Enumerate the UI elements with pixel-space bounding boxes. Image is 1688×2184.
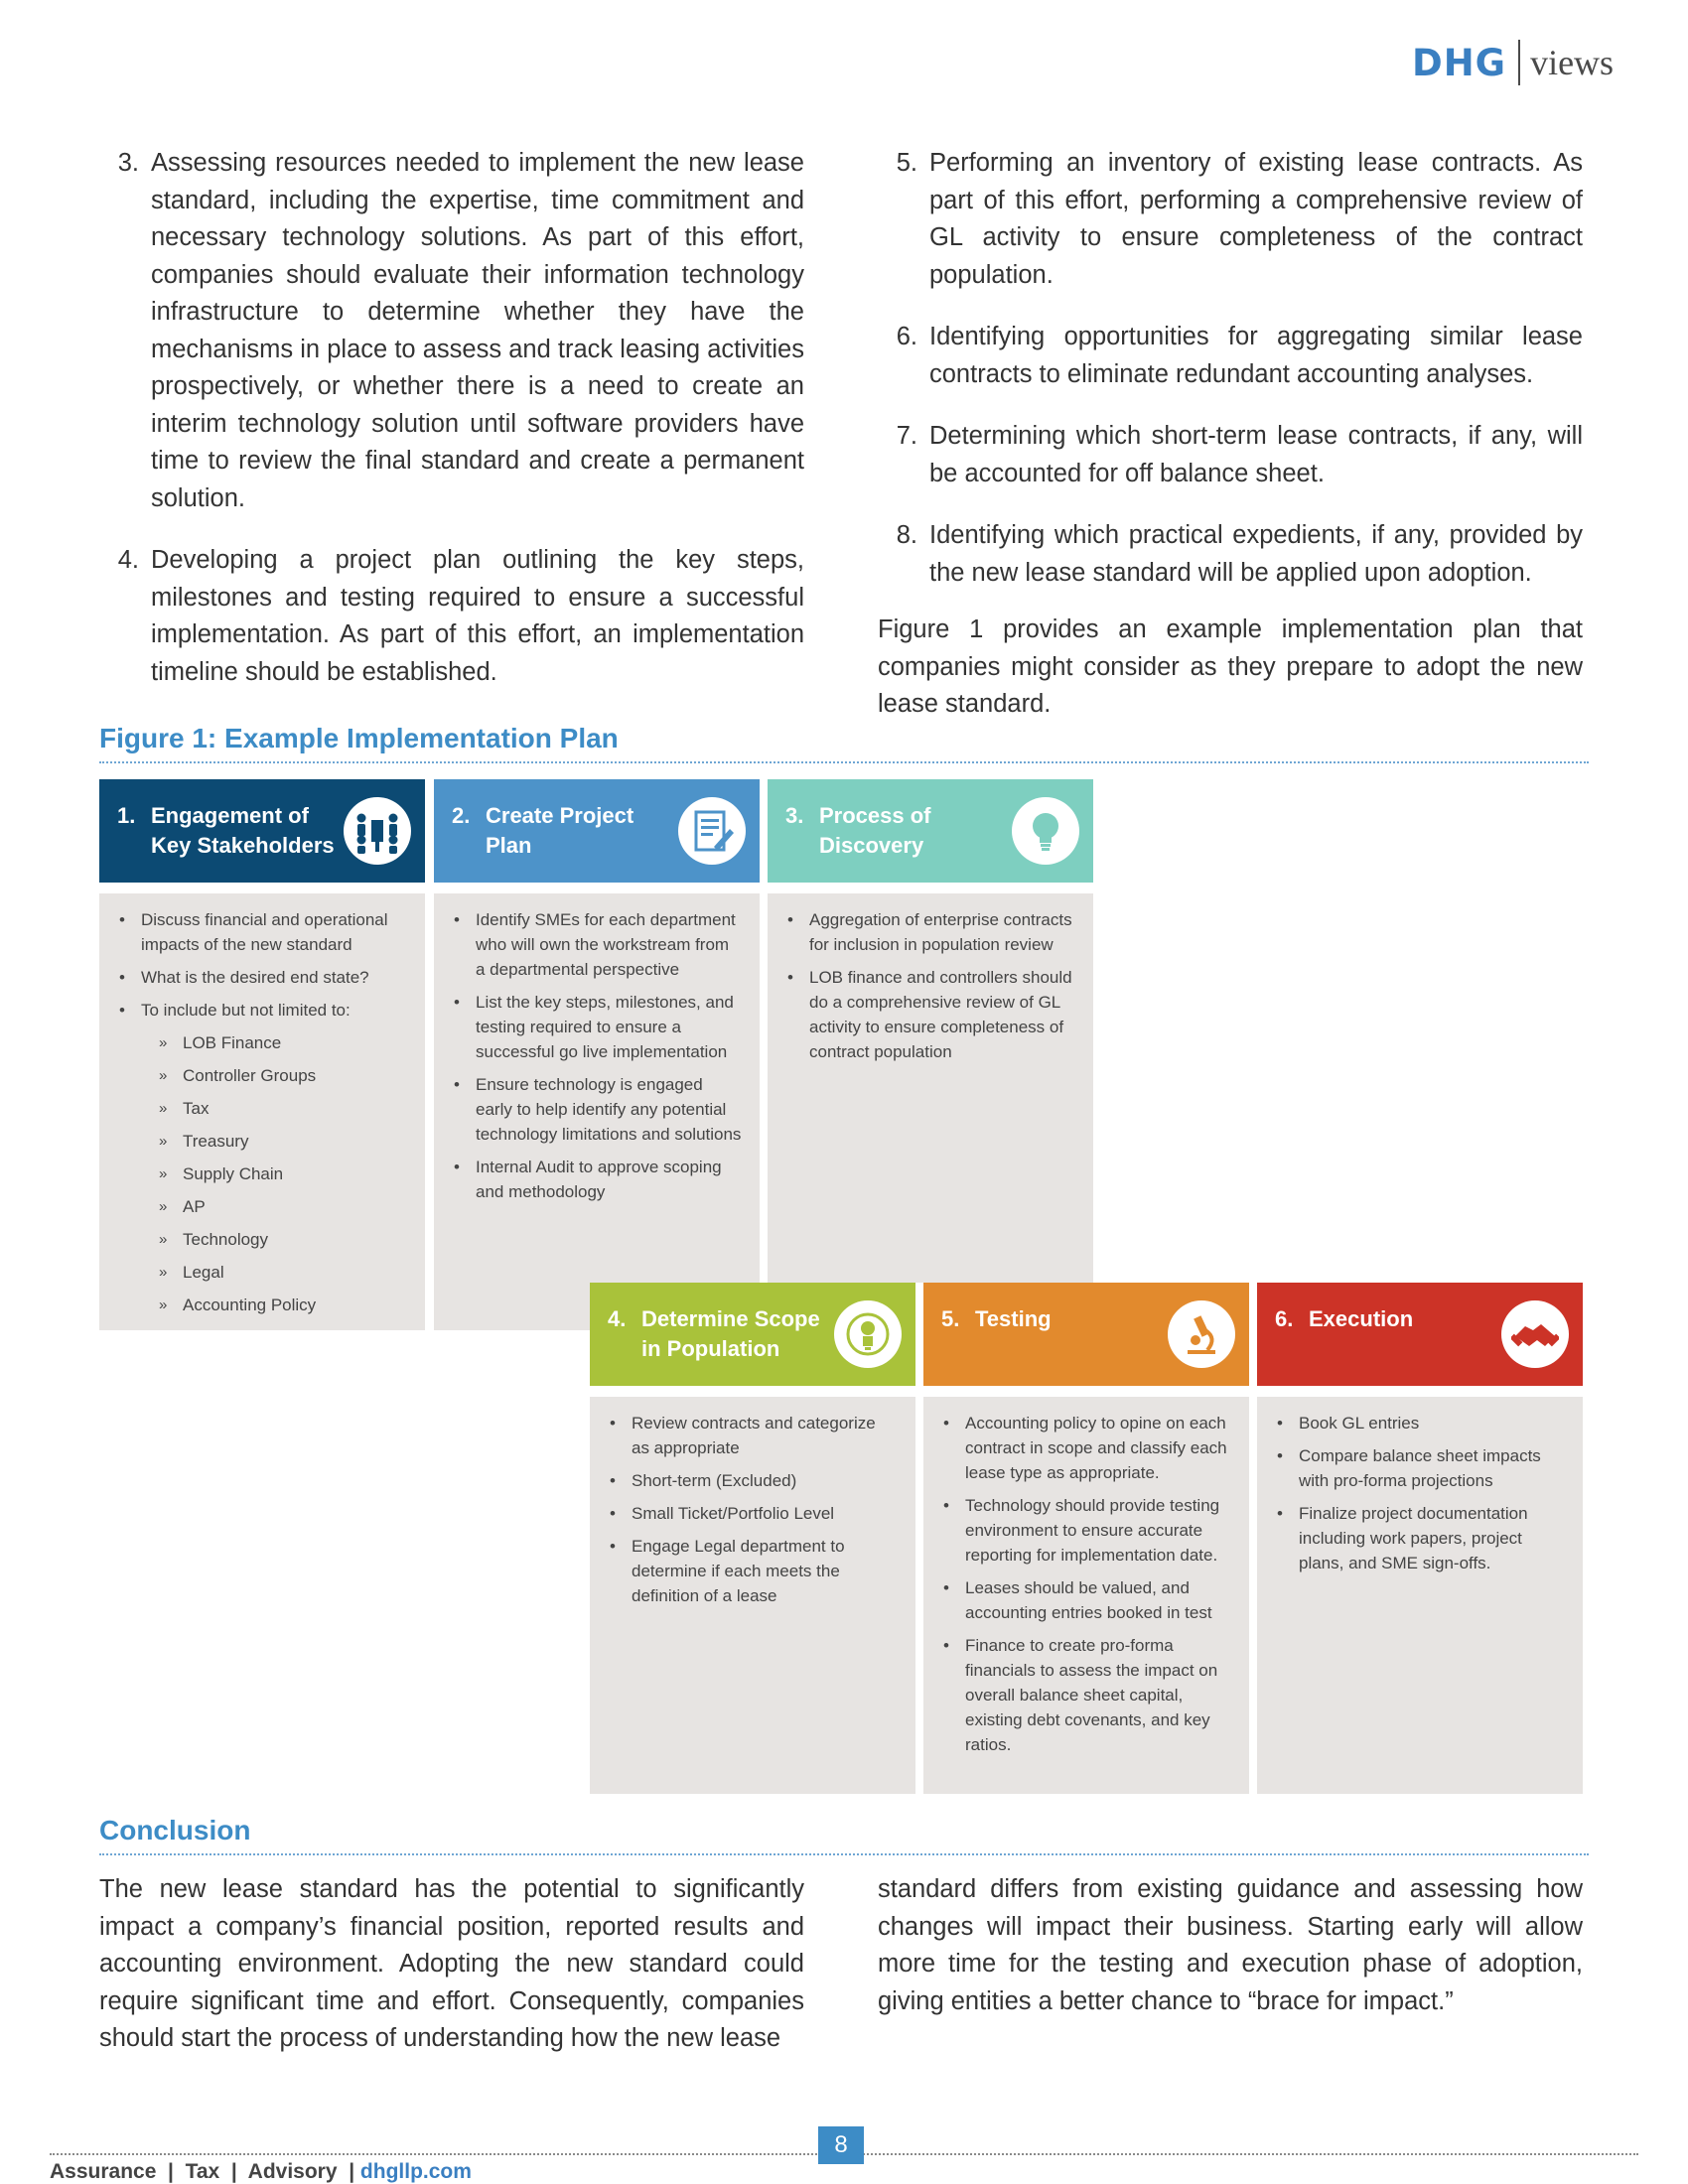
bullet-item: • Review contracts and categorize as appropriate: [608, 1411, 898, 1460]
sub-bullet-item: » Tax: [117, 1096, 407, 1121]
step-2-body: [434, 893, 760, 1330]
list-number: 4.: [117, 546, 139, 574]
list-item: [878, 145, 1583, 294]
bullet-item: • Finance to create pro-forma financials to assess the impact on overall balance sheet capital, existing debt covenants, and key ratios.: [941, 1633, 1231, 1757]
bullet-item: • Technology should provide testing environment to ensure accurate reporting for implementation date.: [941, 1493, 1231, 1568]
step-title: Execution: [1309, 1306, 1414, 1331]
figure-title: Figure 1: Example Implementation Plan: [99, 723, 619, 753]
step-5-header: [923, 1283, 1249, 1386]
step-title: Engagement of Key Stakeholders: [151, 803, 335, 858]
sub-bullet-item: » Legal: [117, 1260, 407, 1285]
step-title: Determine Scope in Population: [641, 1306, 820, 1361]
bullet-item: • Discuss financial and operational impacts of the new standard: [117, 907, 407, 957]
sub-bullet-item: » AP: [117, 1194, 407, 1219]
lightbulb-icon: [1012, 797, 1079, 865]
bullet-item: • Internal Audit to approve scoping and methodology: [452, 1155, 742, 1204]
list-number: 8.: [896, 521, 917, 549]
logo-suffix: views: [1530, 43, 1615, 82]
list-item: [99, 542, 804, 691]
list-text: Developing a project plan outlining the key steps, milestones and testing required to ensure a successful implementation. As part of this effort, an implementation timeline should be established.: [151, 546, 804, 686]
right-numbered-list: [878, 145, 1583, 616]
bullet-item: • Short-term (Excluded): [608, 1468, 898, 1493]
logo-divider: [1518, 40, 1520, 85]
microscope-icon: [1168, 1300, 1235, 1368]
bullet-item: • Book GL entries: [1275, 1411, 1565, 1435]
footer-services: [50, 2160, 472, 2184]
step-number: 5.: [941, 1306, 960, 1331]
list-number: 5.: [896, 149, 917, 177]
bullet-item: • Small Ticket/Portfolio Level: [608, 1501, 898, 1526]
footer-services-text: Assurance | Tax | Advisory |: [50, 2160, 355, 2183]
step-3-header: [768, 779, 1093, 883]
bullet-item: • Ensure technology is engaged early to help identify any potential technology limitations and solutions: [452, 1072, 742, 1147]
step-number: 1.: [117, 803, 136, 828]
list-item: [878, 319, 1583, 393]
sub-bullet-item: » Technology: [117, 1227, 407, 1252]
dhg-views-logo: [1412, 38, 1614, 87]
step-title: Create Project Plan: [486, 803, 634, 858]
meeting-icon: [344, 797, 411, 865]
step-6-body: [1257, 1397, 1583, 1794]
sub-bullet-item: » Supply Chain: [117, 1161, 407, 1186]
sub-bullet-item: » LOB Finance: [117, 1030, 407, 1055]
bullet-item: • To include but not limited to:: [117, 998, 407, 1023]
step-3-body: [768, 893, 1093, 1283]
bullet-item: • Leases should be valued, and accounting entries booked in test: [941, 1575, 1231, 1625]
step-2-header: [434, 779, 760, 883]
list-item: [99, 145, 804, 517]
list-text: Identifying which practical expedients, if any, provided by the new lease standard will be applied upon adoption.: [929, 521, 1583, 587]
step-number: 6.: [1275, 1306, 1294, 1331]
step-5-body: [923, 1397, 1249, 1794]
step-title: Testing: [975, 1306, 1052, 1331]
list-number: 3.: [117, 149, 139, 177]
list-text: Performing an inventory of existing lease contracts. As part of this effort, performing a comprehensive review of GL activity to ensure completeness of the contract population.: [929, 149, 1583, 289]
step-4-body: [590, 1397, 915, 1794]
bullet-item: • Identify SMEs for each department who will own the workstream from a departmental perspective: [452, 907, 742, 982]
conclusion-right-paragraph: standard differs from existing guidance and assessing how changes will impact their business. Starting early will allow more time for the testing and execution phase of adoption, giving entities a better chance to “brace for impact.”: [878, 1875, 1583, 2015]
list-text: Identifying opportunities for aggregating similar lease contracts to eliminate redundant accounting analyses.: [929, 323, 1583, 388]
conclusion-left-paragraph: The new lease standard has the potential to significantly impact a company’s financial position, reported results and accounting environment. Adopting the new standard could require significant time and effort. Consequently, companies should start the process of understanding how the new lease: [99, 1875, 804, 2052]
bullet-item: • Accounting policy to opine on each contract in scope and classify each lease type as appropriate.: [941, 1411, 1231, 1485]
sub-bullet-item: » Controller Groups: [117, 1063, 407, 1088]
page-number: 8: [818, 2126, 864, 2164]
handshake-icon: [1501, 1300, 1569, 1368]
figure-intro-paragraph: Figure 1 provides an example implementation plan that companies might consider as they prepare to adopt the new lease standard.: [878, 615, 1583, 718]
bullet-item: • Compare balance sheet impacts with pro-forma projections: [1275, 1443, 1565, 1493]
document-pen-icon: [678, 797, 746, 865]
bullet-item: • What is the desired end state?: [117, 965, 407, 990]
logo-brand: DHG: [1412, 41, 1507, 84]
bullet-item: • Finalize project documentation including work papers, project plans, and SME sign-offs.: [1275, 1501, 1565, 1575]
step-6-header: [1257, 1283, 1583, 1386]
step-1-body: [99, 893, 425, 1330]
list-text: Determining which short-term lease contracts, if any, will be accounted for off balance sheet.: [929, 422, 1583, 487]
list-item: [878, 418, 1583, 492]
conclusion-heading: Conclusion: [99, 1815, 251, 1845]
step-4-header: [590, 1283, 915, 1386]
bullet-item: • Engage Legal department to determine if each meets the definition of a lease: [608, 1534, 898, 1608]
bullet-item: • LOB finance and controllers should do a comprehensive review of GL activity to ensure completeness of contract population: [785, 965, 1075, 1064]
left-numbered-list: [99, 145, 804, 716]
step-title: Process of Discovery: [819, 803, 931, 858]
figure-divider: [99, 761, 1589, 763]
sub-bullet-item: » Treasury: [117, 1129, 407, 1154]
step-number: 3.: [785, 803, 804, 828]
list-number: 7.: [896, 422, 917, 450]
conclusion-divider: [99, 1853, 1589, 1855]
step-number: 2.: [452, 803, 471, 828]
person-bulb-icon: [834, 1300, 902, 1368]
sub-bullet-item: » Accounting Policy: [117, 1293, 407, 1317]
bullet-item: • List the key steps, milestones, and testing required to ensure a successful go live implementation: [452, 990, 742, 1064]
list-item: [878, 517, 1583, 592]
bullet-item: • Aggregation of enterprise contracts for inclusion in population review: [785, 907, 1075, 957]
step-number: 4.: [608, 1306, 627, 1331]
website-link[interactable]: dhgllp.com: [359, 2160, 472, 2183]
list-number: 6.: [896, 323, 917, 350]
step-1-header: [99, 779, 425, 883]
list-text: Assessing resources needed to implement the new lease standard, including the expertise, time commitment and necessary technology solutions. As part of this effort, companies should evaluate their information technology infrastructure to determine whether they have the mechanisms in place to assess and track leasing activities prospectively, or whether there is a need to create an interim technology solution until software providers have time to review the final standard and create a permanent solution.: [151, 149, 804, 512]
